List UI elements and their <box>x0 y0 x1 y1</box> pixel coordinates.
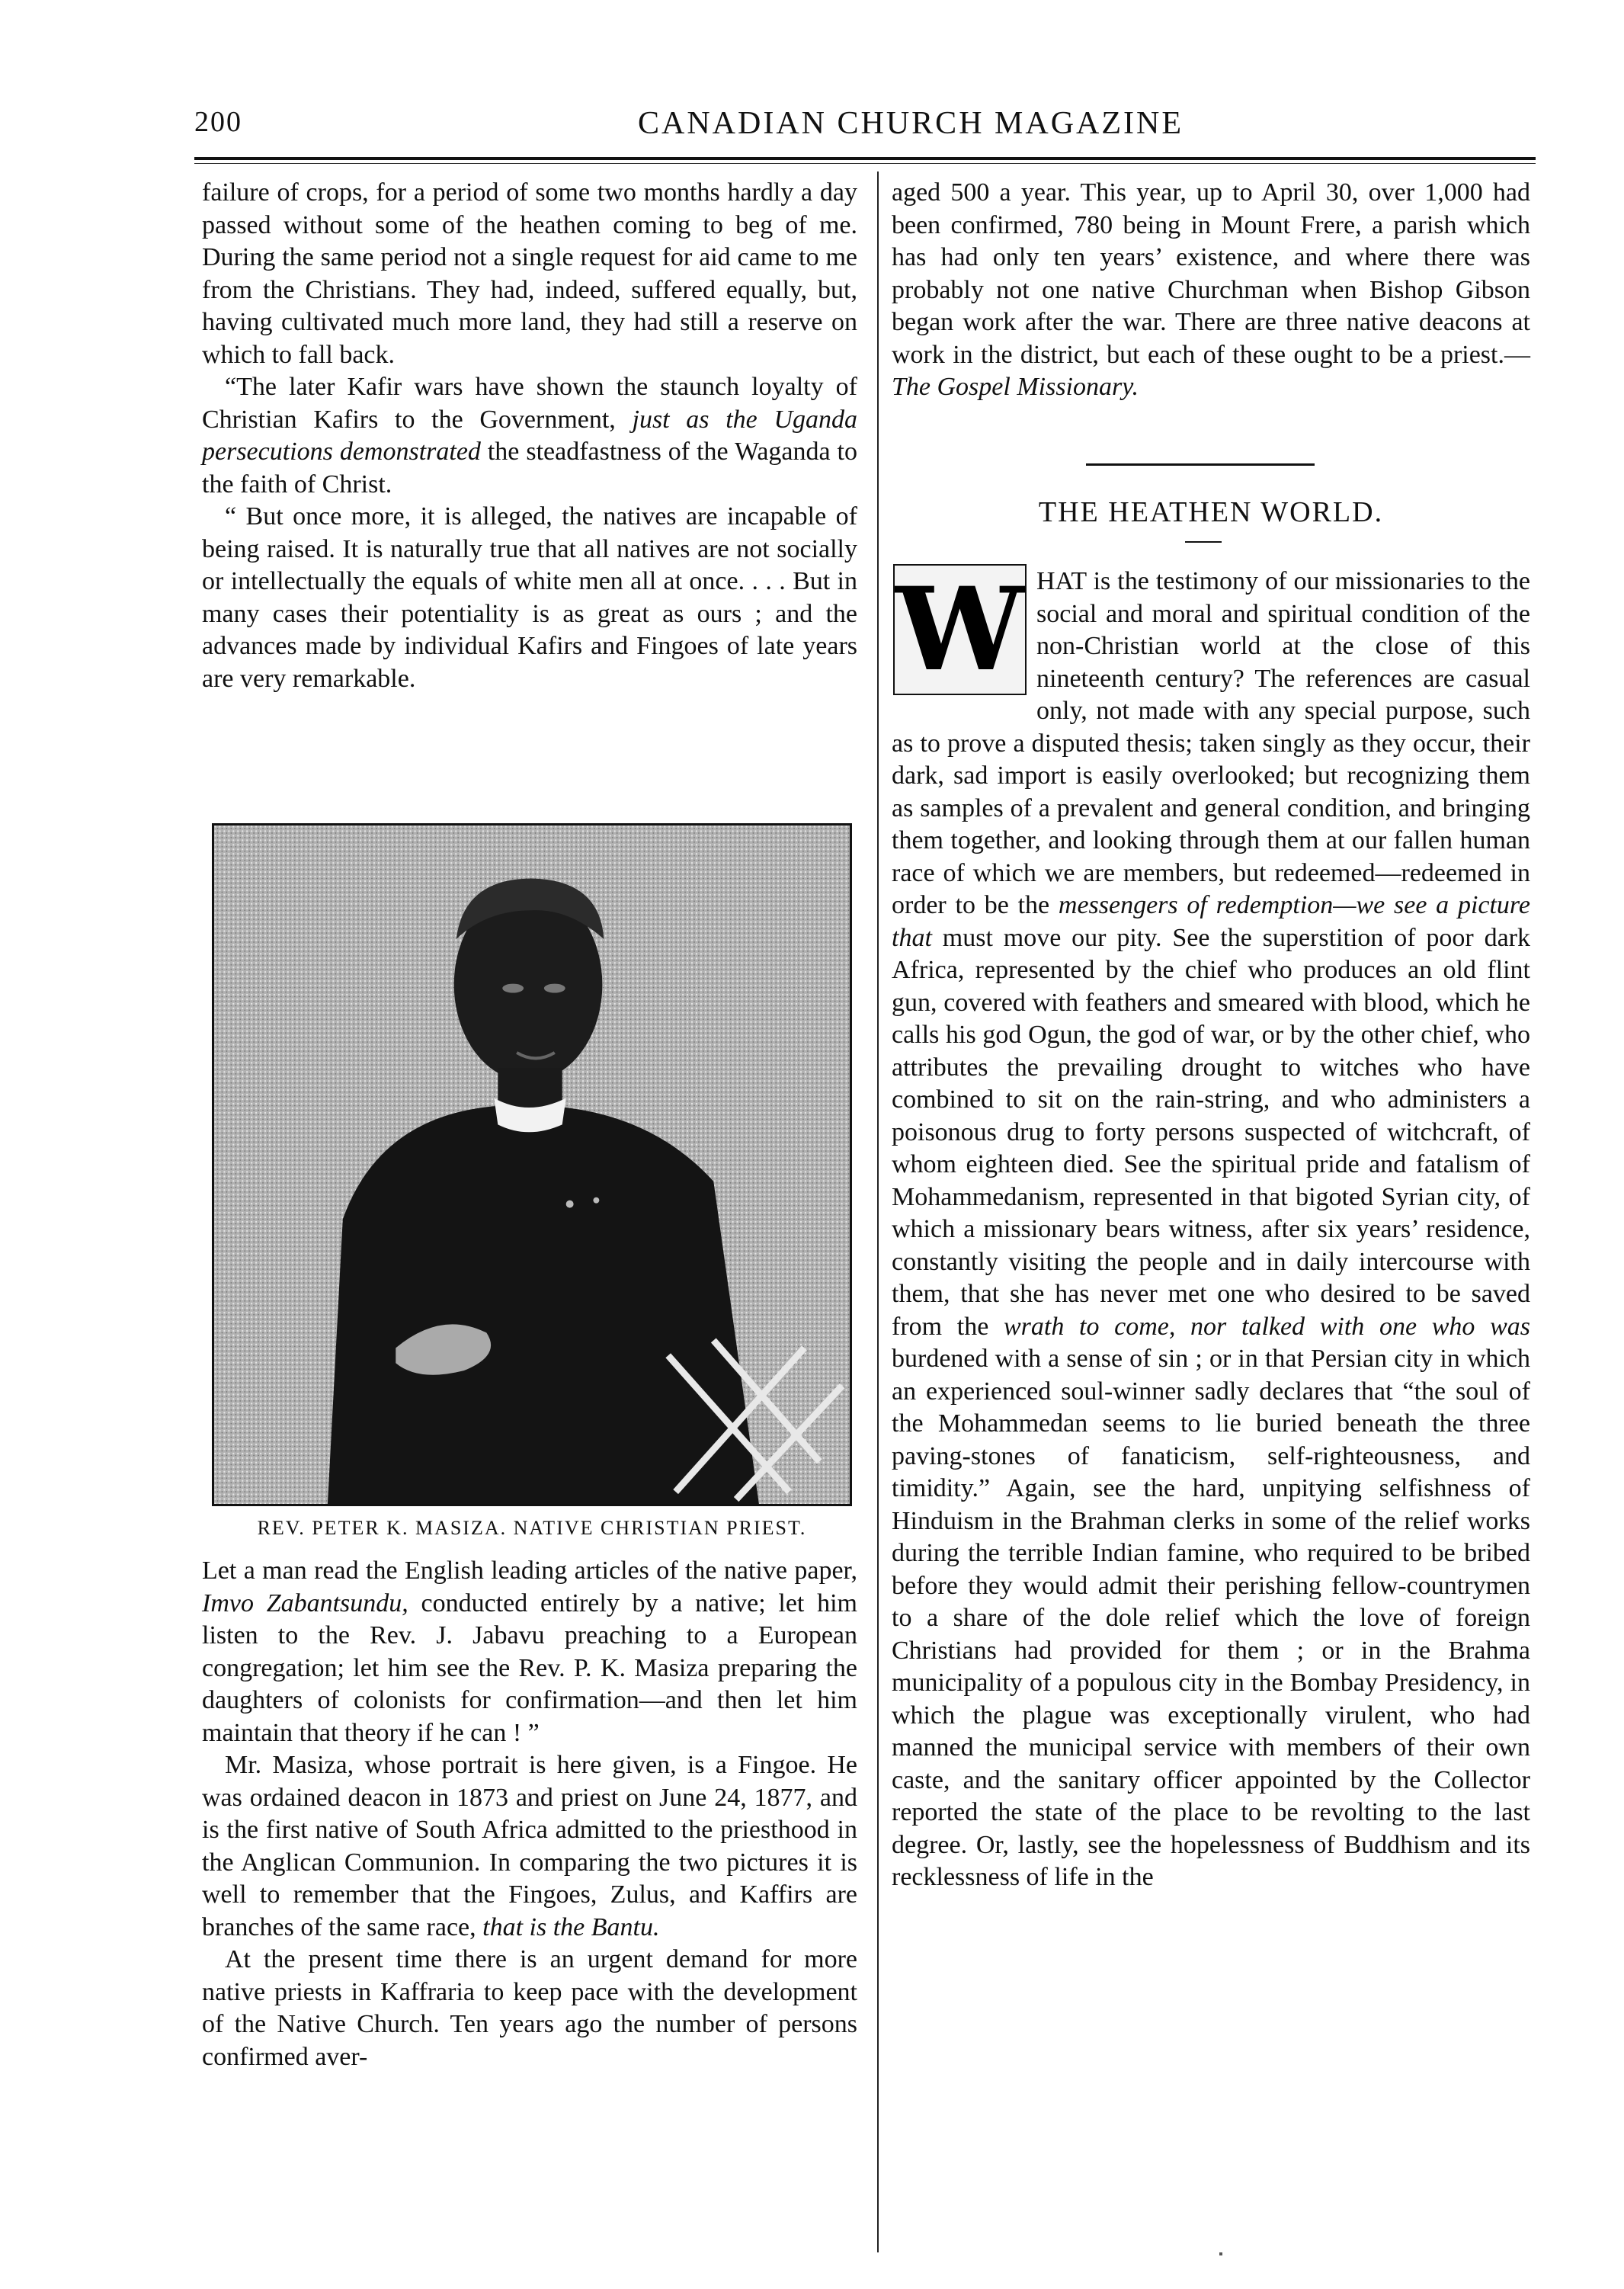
left-column-upper <box>202 177 857 695</box>
italic-run: messengers of redemption—we see a picture that <box>892 891 1530 952</box>
paragraph <box>892 563 1530 1894</box>
text-run: HAT is the testimony of our missionaries to the social and moral and spiritual condition of the non-Christian world at the close of this nineteenth century? The references are casual only, not made with any special purpose, such as to prove a disputed thesis; taken singly as they occur, their dark, sad import is easily overlooked; but recognizing them as samples of a prevalent and general condition, and bringing them together, and looking through them at our fallen human race of which we are members, but redeemed—redeemed in order to be the <box>892 567 1530 919</box>
italic-run: Imvo Zabantsundu, <box>202 1589 408 1617</box>
text-run: aged 500 a year. This year, up to April 30, over 1,000 had been confirmed, 780 being in Mount Frere, a parish which has had only ten years’ existence, and where there was probably not one native Churchman when Bishop Gibson began work after the war. There are three native deacons at work in the district, but each of these ought to be a priest.— <box>892 178 1530 369</box>
header-rule-thin <box>194 163 1536 164</box>
photo-caption: REV. PETER K. MASIZA. NATIVE CHRISTIAN PRIEST. <box>257 1517 807 1539</box>
column-divider <box>877 172 879 2252</box>
italic-run: just as the Uganda persecutions demonstrated <box>202 405 858 466</box>
text-run: Mr. Masiza, whose portrait is here given, is a Fingoe. He was ordained deacon in 1873 and priest on June 24, 1877, and is the first native of South Africa admitted to the priesthood in the Anglican Communion. In comparing the two pictures it is well to remember that the Fingoes, Zulus, and Kaffirs are branches of the same race, <box>202 1751 857 1941</box>
paragraph: failure of crops, for a period of some two months hardly a day passed without some of the heathen coming to beg of me. During the same period not a single request for aid came to me from the Christians. They had, indeed, suffered equally, but, having cultivated much more land, they had still a reserve on which to fall back. <box>202 178 857 369</box>
running-title: CANADIAN CHURCH MAGAZINE <box>638 106 1184 141</box>
page-number: 200 <box>194 106 242 138</box>
page-header <box>194 105 1536 151</box>
italic-run: The Gospel Missionary. <box>892 373 1139 401</box>
text-run: must move our pity. See the superstition of poor dark Africa, represented by the chief who produces an old flint gun, covered with feathers and smeared with blood, which he calls his god Ogun, the god of war, or by the other chief, who attributes the prevailing drought to witches who have combined to sit on the rain-string, and who administers a poisonous drug to forty persons suspected of witchcraft, of whom eighteen died. See the spiritual pride and fatalism of Mohammedanism, represented in that bigoted Syrian city, of which a missionary bears witness, after six years’ residence, constantly visiting the people and in daily intercourse with them, that she has never met one who desired to be saved from the <box>892 923 1530 1341</box>
section-small-rule <box>1185 541 1222 543</box>
text-run: burdened with a sense of sin ; or in that Persian city in which an experienced soul-winner sadly declares that “the soul of the Mohammedan seems to lie buried beneath the three paving-stones of fanaticism, self-righteousness, and timidity.” Again, see the hard, unpitying selfishness of Hinduism in the Brahman clerks in some of the relief works during the terrible Indian famine, who required to be bribed before they would admit their perishing fellow-countrymen to a share of the dole relief which the love of foreign Christians had provided for them ; or in the Brahma municipality of a populous city in the Bombay Presidency, in which the plague was exceptionally virulent, who had manned the municipal service with members of their own caste, and the sanitary officer appointed by the Collector reported the state of the place to be revolting to the last degree. Or, lastly, see the hopelessness of Buddhism and its recklessness of life in the <box>892 1345 1530 1891</box>
heathen-world-article <box>892 563 1530 1894</box>
portrait-photo <box>212 823 852 1506</box>
paragraph <box>202 371 857 501</box>
drop-cap-letter: W <box>895 563 1024 697</box>
portrait-illustration <box>214 826 850 1504</box>
section-title: THE HEATHEN WORLD. <box>1038 496 1384 528</box>
italic-run: that is the Bantu. <box>482 1912 660 1941</box>
text-run: the steadfastness of the Waganda to the faith of Christ. <box>202 438 857 499</box>
text-run: “The later Kafir wars have shown the staunch loyalty of Christian Kafirs to the Government, <box>202 373 857 434</box>
print-speck <box>1219 2252 1222 2255</box>
italic-run: wrath to come, nor talked with one who was <box>1003 1312 1530 1341</box>
section-rule <box>1086 463 1315 466</box>
paragraph <box>202 1555 857 1749</box>
header-rule <box>194 157 1536 160</box>
drop-cap-spacer <box>892 563 1036 697</box>
paragraph <box>892 177 1530 404</box>
right-column-upper <box>892 177 1530 404</box>
paragraph: At the present time there is an urgent demand for more native priests in Kaffraria to keep pace with the development of the Native Church. Ten years ago the number of persons confirmed aver- <box>202 1945 857 2071</box>
text-run: conducted entirely by a native; let him listen to the Rev. J. Jabavu preaching to a European congregation; let him see the Rev. P. K. Masiza preparing the daughters of colonists for confirmation—and then let him maintain that theory if he can ! ” <box>202 1589 857 1747</box>
text-run: Let a man read the English leading articles of the native paper, <box>202 1556 857 1585</box>
paragraph <box>202 1749 857 1944</box>
left-column-lower <box>202 1555 857 2073</box>
paragraph: “ But once more, it is alleged, the natives are incapable of being raised. It is naturally true that all natives are not socially or intellectually the equals of white men all at once. . . . But in many cases their potentiality is as great as ours ; and the advances made by individual Kafirs and Fingoes of late years are very remarkable. <box>202 502 857 693</box>
